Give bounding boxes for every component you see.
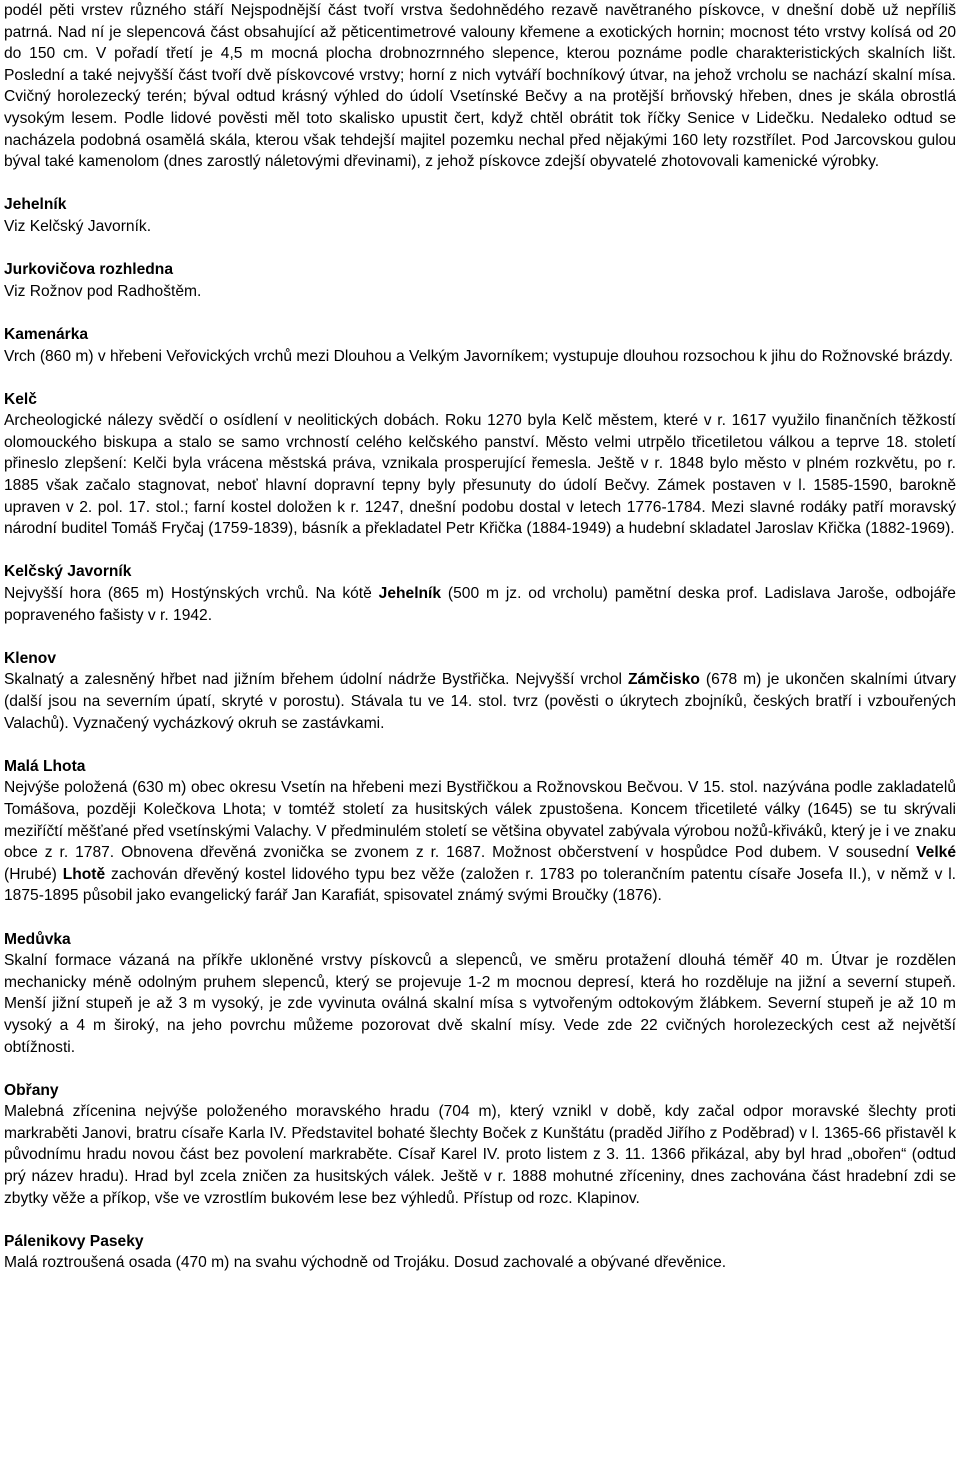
- entry-title: Jurkovičova rozhledna: [4, 261, 173, 279]
- entry-body: [4, 777, 956, 907]
- document-page: [4, 0, 956, 1274]
- entry-title: Medůvka: [4, 930, 71, 948]
- entry-title: Jehelník: [4, 196, 67, 214]
- entry-kelc: [4, 389, 956, 540]
- entry-mala-lhota: [4, 756, 956, 907]
- entry-klenov: [4, 648, 956, 734]
- entry-body: Archeologické nálezy svědčí o osídlení v neolitických dobách. Roku 1270 byla Kelč městem, které v r. 1617 využilo finančních těžkostí olomouckého biskupa a stalo se samo vrchností celého kelčského panství. Město velmi utrpělo třicetiletou válkou a teprve 18. století přineslo zlepšení: Kelči byla vrácena městská práva, vznikala prosperující řemesla. Ještě v r. 1848 bylo město v plném rozkvětu, po r. 1885 však začalo stagnovat, neboť hlavní dopravní tepny byly přesunuty do údolí Bečvy. Zámek postaven v l. 1585-1590, barokně upraven v 2. pol. 17. stol.; farní kostel doložen k r. 1247, dnešní podobu dostal v letech 1776-1784. Mezi slavné rodáky patří moravský národní buditel Tomáš Fryčaj (1759-1839), básník a překladatel Petr Křička (1884-1949) a hudební skladatel Jaroslav Křička (1882-1969).: [4, 412, 956, 538]
- entry-kamenarka: [4, 324, 956, 367]
- entry-body: Vrch (860 m) v hřebeni Veřovických vrchů mezi Dlouhou a Velkým Javorníkem; vystupuje dlouhou rozsochou k jihu do Rožnovské brázdy.: [4, 347, 954, 365]
- bold-term: Zámčisko: [627, 671, 700, 689]
- body-text: Nejvyšší hora (865 m) Hostýnských vrchů. Na kótě: [4, 585, 379, 603]
- bold-term: Velké: [916, 844, 956, 862]
- entry-title: Klenov: [4, 649, 56, 667]
- entry-body: Malá roztroušená osada (470 m) na svahu východně od Trojáku. Dosud zachovalé a obývané dřevěnice.: [4, 1254, 727, 1272]
- body-text: Nejvýše položená (630 m) obec okresu Vsetín na hřebeni mezi Bystřičkou a Rožnovskou Bečvou. V 15. stol. nazývána podle zakladatelů Tomášova, později Kolečkova Lhota; v tomtéž století za husitských válek zpustošena. Koncem třicetileté války (1645) se tu skrývali meziříčtí měšťané před vsetínskými Valachy. V předminulém století se většina obyvatel zabývala výrobou nožů-křiváků, který je i ve znaku obce z r. 1787. Obnovena dřevěná zvonička se zvonem z r. 1687. Možnost občerstvení v hospůdce Pod dubem. V sousední: [4, 779, 956, 862]
- body-text: (678 m) je ukončen skalními útvary (další jsou na severním úpatí, skryté v porostu). Stávala tu ve 14. stol. tvrz (pověsti o úkrytech zbojníků, českých bratří i vzbouřených Valachů). Vyznačený vycházkový okruh se zastávkami.: [4, 671, 957, 732]
- entry-body: [4, 583, 956, 626]
- body-text: (500 m jz. od vrcholu) pamětní deska prof. Ladislava Jaroše, odbojáře popraveného fašisty v r. 1942.: [4, 585, 956, 624]
- entry-meduvka: [4, 929, 956, 1059]
- entry-palenikovy-paseky: [4, 1231, 956, 1274]
- entry-jehelnik: [4, 194, 956, 237]
- entry-title: Kelčský Javorník: [4, 563, 132, 581]
- entry-title: Pálenikovy Paseky: [4, 1232, 144, 1250]
- entry-title: Malá Lhota: [4, 757, 86, 775]
- entry-body: Malebná zřícenina nejvýše položeného moravského hradu (704 m), který vznikl v době, kdy začal odpor moravské šlechty proti markraběti Janovi, bratru císaře Karla IV. Představitel bohaté šlechty Boček z Kunštátu (praděd Jiřího z Poděbrad) v l. 1365-66 přistavěl k původnímu hradu novou část bez povolení markraběte. Císař Karel IV. proto listem z 3. 11. 1366 přikázal, aby byl hrad „obořen“ (odtud prý název hradu). Hrad byl zcela zničen za husitských válek. Ještě v r. 1888 mohutné zříceniny, dnes zachována část hradební zdi se zbytky věže a příkop, vše ve vzrostlím bukovém lese bez výhledů. Přístup od rozc. Klapinov.: [4, 1103, 956, 1207]
- entry-obrany: [4, 1080, 956, 1210]
- entry-title: Kamenárka: [4, 325, 89, 343]
- entry-body: [4, 669, 956, 734]
- intro-paragraph: podél pěti vrstev různého stáří Nejspodnější část tvoří vrstva šedohnědého rezavě navětraného pískovce, v dnešní době už nepříliš patrná. Nad ní je slepencová část obsahující až pěticentimetrové valouny křemene a exotických hornin; mocnost této vrstvy kolísá od 20 do 150 cm. V pořadí třetí je 4,5 m mocná plocha drobnozrnného slepence, kterou poznáme podle charakteristických skalních lišt. Poslední a také nejvyšší část tvoří dvě pískovcové vrstvy; horní z nich vytváří bochníkový útvar, na jehož vrcholu se nachází skalní mísa. Cvičný horolezecký terén; býval odtud krásný výhled do údolí Vsetínské Bečvy a na protější brňovský hřeben, dnes je skála obrostlá vysokým lesem. Podle lidové pověsti měl toto skalisko upustit čert, když chtěl obrátit tok říčky Senice v Lidečku. Nedaleko odtud se nacházela podobná osamělá skála, kterou však tehdejší majitel pozemku nechal před nějakými 160 lety rozstřílet. Pod Jarcovskou gulou býval také kamenolom (dnes zarostlý náletovými dřevinami), z jehož pískovce zdejší obyvatelé zhotovovali kamenické výrobky.: [4, 2, 956, 171]
- entry-body: Viz Kelčský Javorník.: [4, 217, 152, 235]
- entry-kelcsky-javornik: [4, 561, 956, 626]
- entry-body: Viz Rožnov pod Radhoštěm.: [4, 282, 202, 300]
- bold-term: Jehelník: [378, 585, 442, 603]
- entry-title: Obřany: [4, 1081, 59, 1099]
- entry-body: Skalní formace vázaná na příkře ukloněné vrstvy pískovců a slepenců, ve směru protažení dlouhá téměř 40 m. Útvar je rozdělen mechanicky méně odolným pruhem slepenců, který se projevuje 1-2 m mocnou depresí, která ho rozděluje na jižní a severní stupeň. Menší jižní stupeň je až 3 m vysoký, je zde vyvinuta oválná skalní mísa s vytvořeným odtokovým žlábkem. Severní stupeň je až 10 m vysoký a 4 m široký, na jeho povrchu můžeme pozorovat dvě skalní mísy. Vede zde 22 cvičných horolezeckých cest až největší obtížnosti.: [4, 952, 956, 1056]
- body-text: Skalnatý a zalesněný hřbet nad jižním břehem údolní nádrže Bystřička. Nejvyšší vrchol: [4, 671, 628, 689]
- body-text: (Hrubé): [4, 865, 63, 883]
- entry-title: Kelč: [4, 390, 37, 408]
- entry-jurkovicova-rozhledna: [4, 259, 956, 302]
- bold-term: Lhotě: [62, 865, 106, 883]
- body-text: zachován dřevěný kostel lidového typu bez věže (založen r. 1783 po tolerančním patentu císaře Josefa II.), v němž v l. 1875-1895 působil jako evangelický farář Jan Karafiát, spisovatel známý svými Broučky (1876).: [4, 865, 956, 905]
